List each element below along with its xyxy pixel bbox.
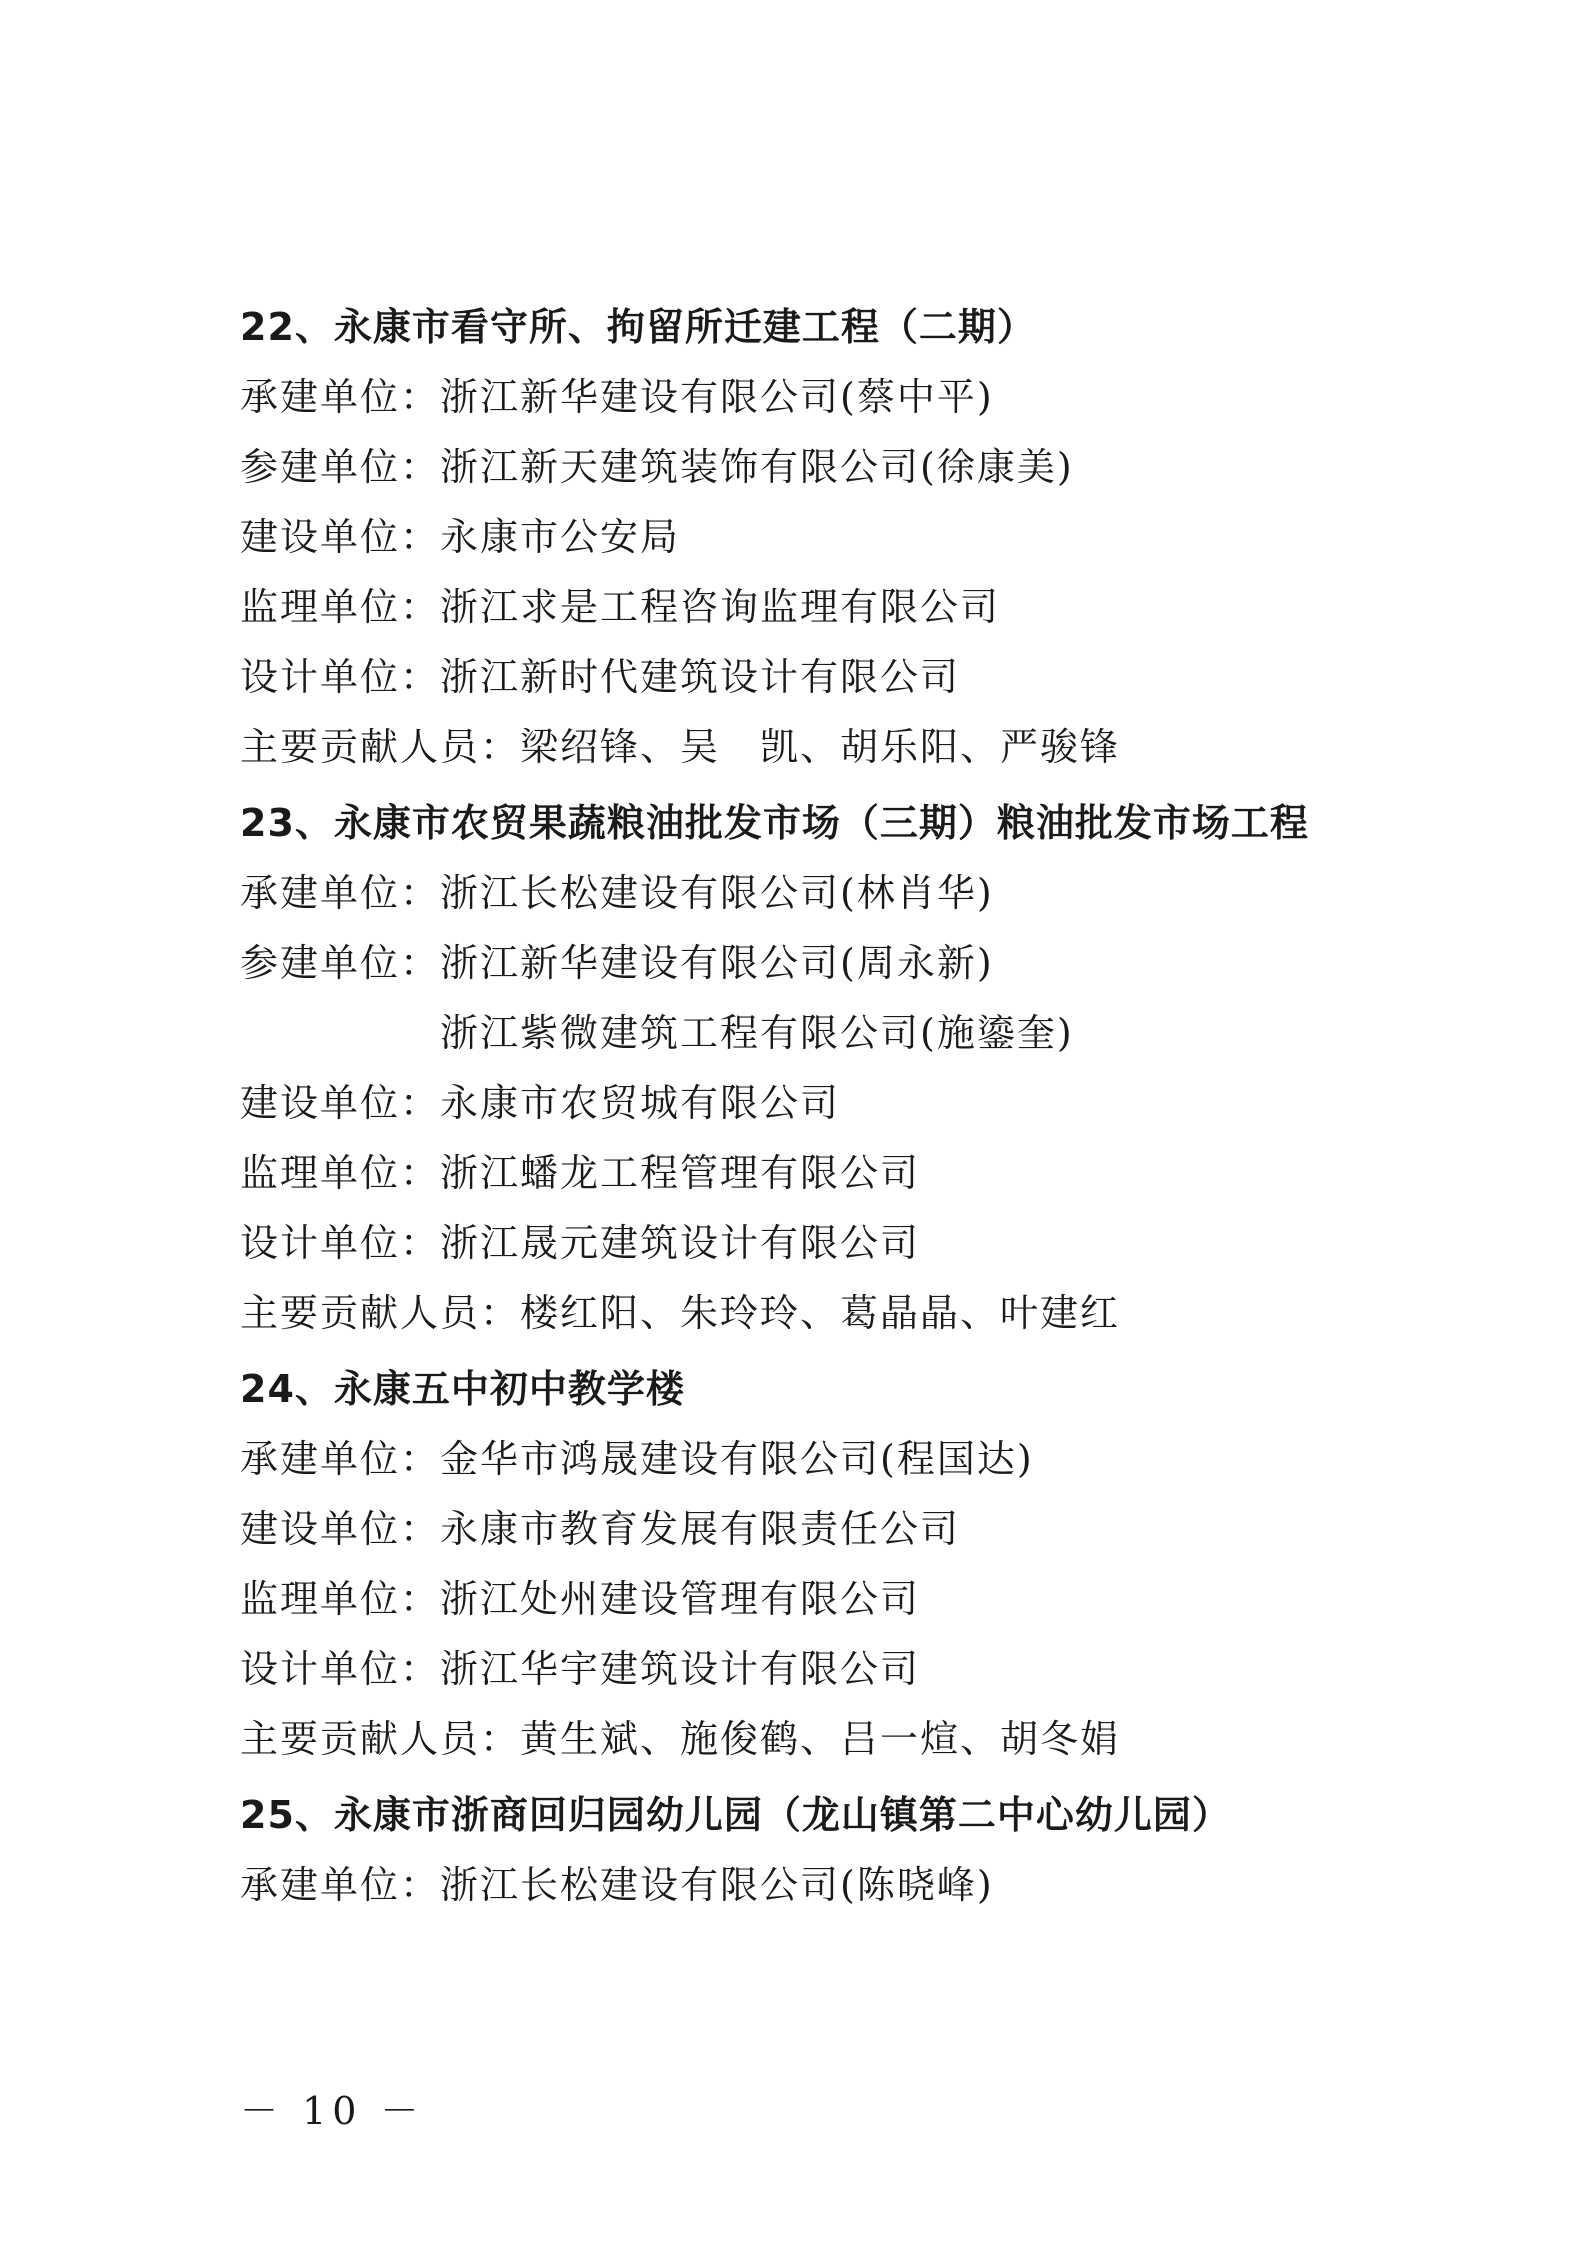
row-value: 浙江长松建设有限公司(林肖华) xyxy=(440,871,994,915)
contractor-row xyxy=(240,858,1420,928)
row-label: 主要贡献人员： xyxy=(240,725,521,769)
contributors-row xyxy=(240,1704,1420,1774)
row-value: 金华市鸿晟建设有限公司(程国达) xyxy=(440,1437,1034,1481)
project-title: 23、永康市农贸果蔬粮油批发市场（三期）粮油批发市场工程 xyxy=(240,801,1309,845)
project-22 xyxy=(240,292,1420,782)
row-value: 浙江新天建筑装饰有限公司(徐康美) xyxy=(440,445,1074,489)
row-value: 永康市教育发展有限责任公司 xyxy=(440,1507,961,1551)
row-value: 浙江华宇建筑设计有限公司 xyxy=(440,1647,921,1691)
owner-row xyxy=(240,1068,1420,1138)
project-25 xyxy=(240,1780,1420,1920)
contributors-row xyxy=(240,1278,1420,1348)
row-value: 梁绍锋、吴 凯、胡乐阳、严骏锋 xyxy=(520,725,1121,769)
owner-row xyxy=(240,502,1420,572)
project-list xyxy=(240,292,1420,1920)
row-label: 建设单位： xyxy=(240,1081,441,1125)
contractor-row xyxy=(240,1424,1420,1494)
row-value: 浙江晟元建筑设计有限公司 xyxy=(440,1221,921,1265)
row-values xyxy=(440,928,1074,1068)
row-value: 楼红阳、朱玲玲、葛晶晶、叶建红 xyxy=(520,1291,1121,1335)
project-23 xyxy=(240,788,1420,1348)
row-value: 浙江蟠龙工程管理有限公司 xyxy=(440,1151,921,1195)
row-label: 参建单位： xyxy=(240,445,441,489)
row-label: 设计单位： xyxy=(240,1221,441,1265)
supervisor-row xyxy=(240,1138,1420,1208)
row-label: 主要贡献人员： xyxy=(240,1291,521,1335)
row-value: 浙江长松建设有限公司(陈晓峰) xyxy=(440,1863,994,1907)
designer-row xyxy=(240,1634,1420,1704)
contractor-row xyxy=(240,1850,1420,1920)
row-value: 浙江新华建设有限公司(周永新) xyxy=(440,941,994,985)
designer-row xyxy=(240,642,1420,712)
supervisor-row xyxy=(240,1564,1420,1634)
owner-row xyxy=(240,1494,1420,1564)
row-label: 承建单位： xyxy=(240,1437,441,1481)
row-label: 主要贡献人员： xyxy=(240,1717,521,1761)
row-label: 设计单位： xyxy=(240,1647,441,1691)
row-value: 浙江求是工程咨询监理有限公司 xyxy=(440,585,1001,629)
contractor-row xyxy=(240,362,1420,432)
participant-row xyxy=(240,432,1420,502)
row-label: 设计单位： xyxy=(240,655,441,699)
contributors-row xyxy=(240,712,1420,782)
participant-row xyxy=(240,928,1420,1068)
row-label: 承建单位： xyxy=(240,375,441,419)
row-label: 承建单位： xyxy=(240,871,441,915)
page-number: － 10 － xyxy=(240,2089,425,2133)
row-label: 建设单位： xyxy=(240,515,441,559)
row-label: 承建单位： xyxy=(240,1863,441,1907)
row-value: 浙江处州建设管理有限公司 xyxy=(440,1577,921,1621)
project-24 xyxy=(240,1354,1420,1774)
project-title: 25、永康市浙商回归园幼儿园（龙山镇第二中心幼儿园） xyxy=(240,1793,1231,1837)
row-label: 参建单位： xyxy=(240,941,441,985)
supervisor-row xyxy=(240,572,1420,642)
row-value: 永康市公安局 xyxy=(440,515,681,559)
project-title: 22、永康市看守所、拘留所迁建工程（二期） xyxy=(240,305,1036,349)
row-label: 建设单位： xyxy=(240,1507,441,1551)
row-value: 浙江新时代建筑设计有限公司 xyxy=(440,655,961,699)
row-label: 监理单位： xyxy=(240,585,441,629)
project-title: 24、永康五中初中教学楼 xyxy=(240,1367,685,1411)
row-label: 监理单位： xyxy=(240,1151,441,1195)
row-value: 浙江紫微建筑工程有限公司(施鎏奎) xyxy=(440,1011,1074,1055)
row-label: 监理单位： xyxy=(240,1577,441,1621)
row-value: 浙江新华建设有限公司(蔡中平) xyxy=(440,375,994,419)
designer-row xyxy=(240,1208,1420,1278)
row-value: 黄生斌、施俊鹤、吕一煊、胡冬娟 xyxy=(520,1717,1121,1761)
row-value: 永康市农贸城有限公司 xyxy=(440,1081,841,1125)
